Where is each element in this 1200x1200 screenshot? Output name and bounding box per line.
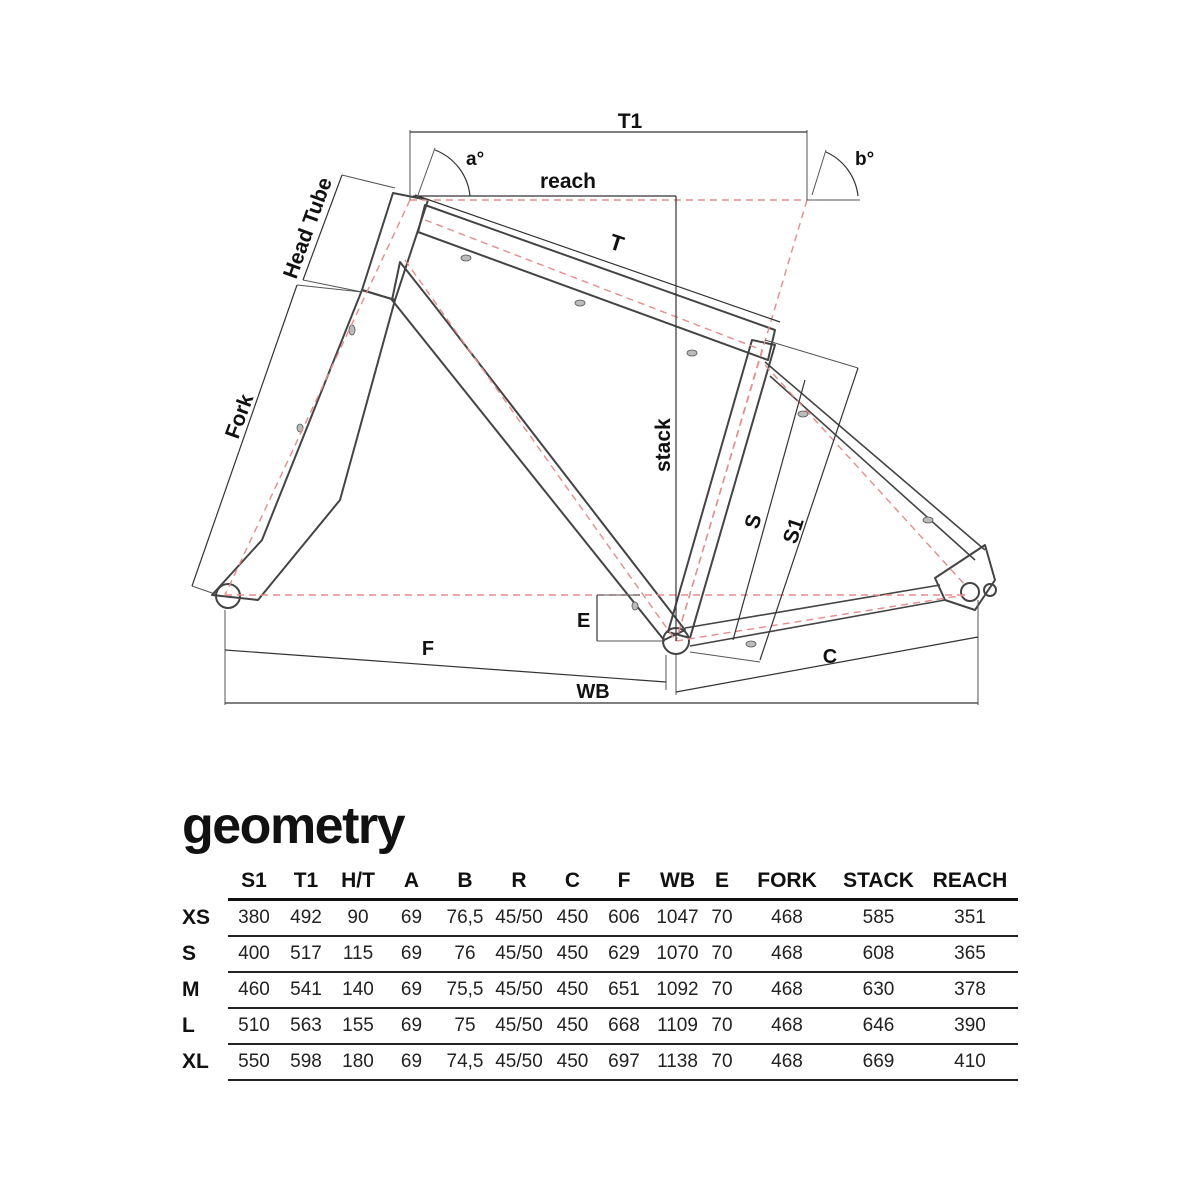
label-e: E bbox=[577, 610, 591, 632]
column-header: REACH bbox=[922, 864, 1018, 900]
table-cell: 629 bbox=[598, 936, 650, 972]
table-cell: 492 bbox=[280, 900, 332, 937]
table-cell: 697 bbox=[598, 1044, 650, 1080]
table-row bbox=[176, 1008, 1018, 1044]
table-cell: 76,5 bbox=[439, 900, 491, 937]
size-label: L bbox=[182, 1014, 195, 1037]
label-t1: T1 bbox=[617, 110, 643, 133]
table-cell: 550 bbox=[228, 1044, 280, 1080]
label-head-tube: Head Tube bbox=[279, 174, 337, 282]
table-cell: 69 bbox=[384, 1008, 439, 1044]
table-cell: 90 bbox=[332, 900, 384, 937]
table-cell: 1092 bbox=[650, 972, 705, 1008]
table-cell: 69 bbox=[384, 1044, 439, 1080]
table-cell: 70 bbox=[705, 972, 739, 1008]
label-reach: reach bbox=[539, 170, 597, 193]
table-cell: 651 bbox=[598, 972, 650, 1008]
table-cell: 390 bbox=[922, 1008, 1018, 1044]
column-header: A bbox=[384, 864, 439, 900]
table-cell: 115 bbox=[332, 936, 384, 972]
table-cell: 585 bbox=[835, 900, 922, 937]
table-row bbox=[176, 1044, 1018, 1080]
table-cell: 608 bbox=[835, 936, 922, 972]
column-header: C bbox=[547, 864, 598, 900]
table-cell: 460 bbox=[228, 972, 280, 1008]
table-cell: 74,5 bbox=[439, 1044, 491, 1080]
table-cell: 541 bbox=[280, 972, 332, 1008]
table-cell: 669 bbox=[835, 1044, 922, 1080]
column-header: WB bbox=[650, 864, 705, 900]
table-cell: 400 bbox=[228, 936, 280, 972]
table-cell: 45/50 bbox=[491, 1044, 547, 1080]
label-t: T bbox=[606, 228, 627, 257]
label-wb: WB bbox=[576, 681, 610, 703]
table-cell: 468 bbox=[739, 1044, 835, 1080]
table-cell: 69 bbox=[384, 936, 439, 972]
table-cell: 510 bbox=[228, 1008, 280, 1044]
table-cell: 69 bbox=[384, 972, 439, 1008]
table-cell: 450 bbox=[547, 900, 598, 937]
label-a-angle: a° bbox=[466, 149, 485, 170]
table-cell: 45/50 bbox=[491, 936, 547, 972]
label-stack: stack bbox=[652, 418, 675, 472]
table-cell: 45/50 bbox=[491, 1008, 547, 1044]
table-cell: 365 bbox=[922, 936, 1018, 972]
table-header-row bbox=[176, 864, 1018, 900]
table-cell: 450 bbox=[547, 972, 598, 1008]
geometry-table bbox=[176, 864, 1018, 1081]
column-header: FORK bbox=[739, 864, 835, 900]
label-c: C bbox=[822, 646, 838, 668]
table-cell: 351 bbox=[922, 900, 1018, 937]
table-row bbox=[176, 972, 1018, 1008]
table-cell: 1070 bbox=[650, 936, 705, 972]
table-cell: 45/50 bbox=[491, 972, 547, 1008]
size-label: S bbox=[182, 942, 197, 965]
label-fork: Fork bbox=[221, 391, 259, 442]
table-cell: 1109 bbox=[650, 1008, 705, 1044]
table-cell: 70 bbox=[705, 1044, 739, 1080]
table-cell: 45/50 bbox=[491, 900, 547, 937]
column-header: S1 bbox=[228, 864, 280, 900]
geometry-title: geometry bbox=[182, 797, 405, 855]
size-label: XL bbox=[182, 1050, 209, 1073]
table-cell: 1047 bbox=[650, 900, 705, 937]
column-header: STACK bbox=[835, 864, 922, 900]
table-cell: 140 bbox=[332, 972, 384, 1008]
dimension-labels bbox=[221, 110, 874, 703]
column-header: T1 bbox=[280, 864, 332, 900]
column-header: R bbox=[491, 864, 547, 900]
column-header: E bbox=[705, 864, 739, 900]
table-cell: 76 bbox=[439, 936, 491, 972]
table-cell: 378 bbox=[922, 972, 1018, 1008]
table-cell: 180 bbox=[332, 1044, 384, 1080]
size-label: XS bbox=[182, 905, 211, 929]
table-cell: 468 bbox=[739, 1008, 835, 1044]
table-cell: 70 bbox=[705, 1008, 739, 1044]
table-cell: 598 bbox=[280, 1044, 332, 1080]
table-cell: 517 bbox=[280, 936, 332, 972]
table-cell: 380 bbox=[228, 900, 280, 937]
table-cell: 646 bbox=[835, 1008, 922, 1044]
column-header: B bbox=[439, 864, 491, 900]
table-cell: 450 bbox=[547, 1008, 598, 1044]
table-cell: 468 bbox=[739, 972, 835, 1008]
label-b-angle: b° bbox=[855, 149, 875, 170]
bike-frame bbox=[212, 193, 996, 654]
table-cell: 468 bbox=[739, 936, 835, 972]
label-f: F bbox=[421, 638, 435, 660]
table-header-corner bbox=[176, 864, 228, 900]
column-header: F bbox=[598, 864, 650, 900]
label-s1: S1 bbox=[778, 515, 809, 547]
table-cell: 155 bbox=[332, 1008, 384, 1044]
column-header: H/T bbox=[332, 864, 384, 900]
table-cell: 563 bbox=[280, 1008, 332, 1044]
table-cell: 450 bbox=[547, 936, 598, 972]
table-cell: 468 bbox=[739, 900, 835, 937]
table-row bbox=[176, 900, 1018, 937]
table-cell: 1138 bbox=[650, 1044, 705, 1080]
label-s: S bbox=[740, 511, 767, 532]
table-cell: 69 bbox=[384, 900, 439, 937]
table-row bbox=[176, 936, 1018, 972]
table-cell: 70 bbox=[705, 936, 739, 972]
table-cell: 410 bbox=[922, 1044, 1018, 1080]
table-cell: 75,5 bbox=[439, 972, 491, 1008]
table-cell: 668 bbox=[598, 1008, 650, 1044]
size-label: M bbox=[182, 978, 200, 1001]
table-cell: 630 bbox=[835, 972, 922, 1008]
table-cell: 70 bbox=[705, 900, 739, 937]
table-cell: 606 bbox=[598, 900, 650, 937]
table-cell: 450 bbox=[547, 1044, 598, 1080]
table-cell: 75 bbox=[439, 1008, 491, 1044]
